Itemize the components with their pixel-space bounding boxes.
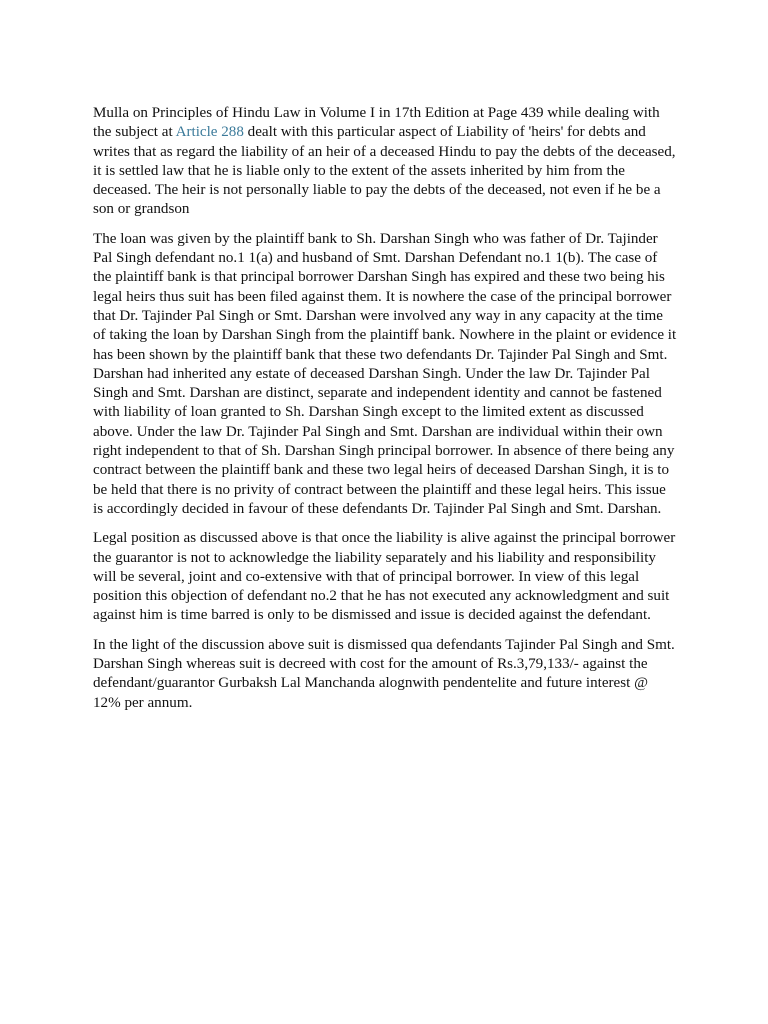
paragraph-mulla-reference bbox=[93, 104, 677, 220]
paragraph-decree: In the light of the discussion above suit is dismissed qua defendants Tajinder Pal Singh and Smt. Darshan Singh whereas suit is decreed with cost for the amount of Rs.3,79,133/- against the defendant/guarantor Gurbaksh Lal Manchanda alognwith pendentelite and future interest @ 12% per annum. bbox=[93, 636, 675, 711]
paragraph-loan-heirs: The loan was given by the plaintiff bank to Sh. Darshan Singh who was father of Dr. Tajinder Pal Singh defendant no.1 1(a) and husband of Smt. Darshan Defendant no.1 1(b). The case of the plaintiff bank is that principal borrower Darshan Singh has expired and these two being his legal heirs thus suit has been filed against them. It is nowhere the case of the principal borrower that Dr. Tajinder Pal Singh or Smt. Darshan were involved any way in any capacity at the time of taking the loan by Darshan Singh from the plaintiff bank. Nowhere in the plaint or evidence it has been shown by the plaintiff bank that these two defendants Dr. Tajinder Pal Singh and Smt. Darshan had inherited any estate of deceased Darshan Singh. Under the law Dr. Tajinder Pal Singh and Smt. Darshan are distinct, separate and independent identity and cannot be fastened with liability of loan granted to Sh. Darshan Singh except to the limited extent as discussed above. Under the law Dr. Tajinder Pal Singh and Smt. Darshan are individual within their own right independent to that of Sh. Darshan Singh principal borrower. In absence of there being any contract between the plaintiff bank and these two legal heirs of deceased Darshan Singh, it is to be held that there is no privity of contract between the plaintiff and these legal heirs. This issue is accordingly decided in favour of these defendants Dr. Tajinder Pal Singh and Smt. Darshan. bbox=[93, 230, 677, 517]
paragraph-guarantor-liability: Legal position as discussed above is that once the liability is alive against the principal borrower the guarantor is not to acknowledge the liability separately and his liability and responsibility will be several, joint and co-extensive with that of principal borrower. In view of this legal position this objection of defendant no.2 that he has not executed any acknowledgment and suit against him is time barred is only to be dismissed and issue is decided against the defendant. bbox=[93, 530, 676, 624]
document-body bbox=[93, 104, 677, 723]
paragraph-1-text-before-link: Mulla on Principles of Hindu Law in Volume I in 17th Edition at Page 439 while dealing with the subject at bbox=[93, 105, 660, 141]
paragraph-1-text-after-link: dealt with this particular aspect of Liability of 'heirs' for debts and writes that as regard the liability of an heir of a deceased Hindu to pay the debts of the deceased, it is settled law that he is liable only to the extent of the assets inherited by him from the deceased. The heir is not personally liable to pay the debts of the deceased, not even if he be a son or grandson bbox=[93, 124, 676, 218]
article-288-link[interactable]: Article 288 bbox=[175, 124, 244, 141]
